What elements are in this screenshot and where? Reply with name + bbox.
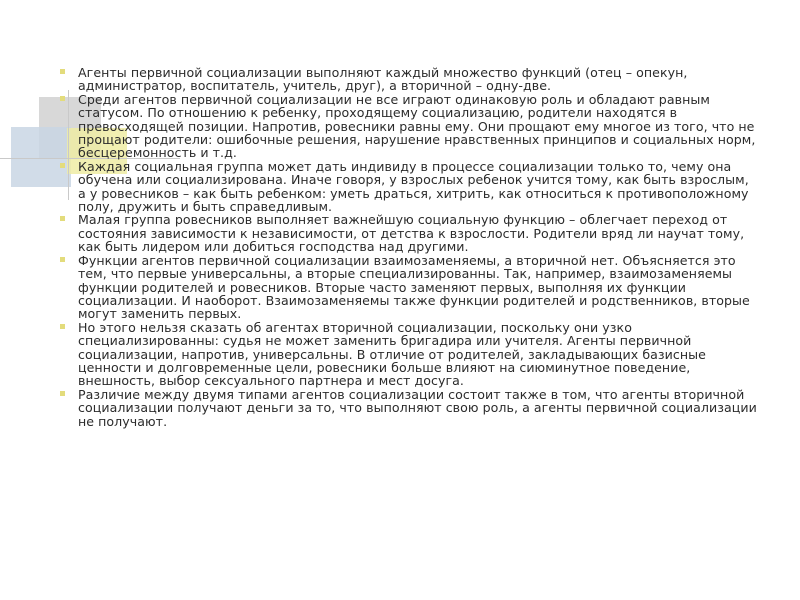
bullet-text: Каждая социальная группа может дать индивиду в процессе социализации только то, чему она обучена или социализирована. Иначе говоря, у взрослых ребенок учится тому, как быть взрослым, а у ровесников – как быть ребенком: уметь драться, хитрить, как относиться к противоположному полу, дружить и быть справедливым. — [78, 158, 749, 215]
bullet-square-icon — [60, 216, 65, 221]
bullet-item — [60, 93, 760, 160]
bullet-square-icon — [60, 257, 65, 262]
bullet-text: Но этого нельзя сказать об агентах вторичной социализации, поскольку они узко специализированны: судья не может заменить бригадира или учителя. Агенты первичной социализации, напротив, универсальны. В отличие от родителей, закладывающих базисные ценности и долговременные цели, ровесники больше влияют на сиюминутное поведение, внешность, выбор сексуального партнера и мест досуга. — [78, 319, 706, 389]
bullet-square-icon — [60, 324, 65, 329]
bullet-text: Малая группа ровесников выполняет важнейшую социальную функцию – облегчает переход от состояния зависимости к независимости, от детства к взрослости. Родители вряд ли научат тому, как быть лидером или добиться господства над другими. — [78, 212, 745, 255]
bullet-item — [60, 388, 760, 428]
slide-content — [60, 66, 760, 428]
bullet-square-icon — [60, 163, 65, 168]
bullet-item — [60, 254, 760, 321]
bullet-square-icon — [60, 96, 65, 101]
bullet-text: Среди агентов первичной социализации не все играют одинаковую роль и обладают равным статусом. По отношению к ребенку, проходящему социализацию, родители находятся в превосходящей позиции. Напротив, ровесники равны ему. Они прощают ему многое из того, что не прощают родители: ошибочные решения, нарушение нравственных принципов и социальных норм, бесцеремонность и т.д. — [78, 91, 756, 161]
bullet-list — [60, 66, 760, 428]
bullet-item — [60, 321, 760, 388]
bullet-item — [60, 66, 760, 93]
bullet-text: Различие между двумя типами агентов социализации состоит также в том, что агенты вторичной социализации получают деньги за то, что выполняют свою роль, а агенты первичной социализации не получают. — [78, 386, 757, 429]
bullet-text: Функции агентов первичной социализации взаимозаменяемы, а вторичной нет. Объясняется это тем, что первые универсальны, а вторые специализированны. Так, например, взаимозаменяемы функции родителей и ровесников. Вторые часто заменяют первых, выполняя их функции социализации. И наоборот. Взаимозаменяемы также функции родителей и родственников, вторые могут заменить первых. — [78, 252, 750, 322]
bullet-text: Агенты первичной социализации выполняют каждый множество функций (отец – опекун, администратор, воспитатель, учитель, друг), а вторичной – одну-две. — [78, 65, 688, 94]
bullet-item — [60, 213, 760, 253]
bullet-square-icon — [60, 69, 65, 74]
bullet-item — [60, 160, 760, 214]
bullet-square-icon — [60, 391, 65, 396]
